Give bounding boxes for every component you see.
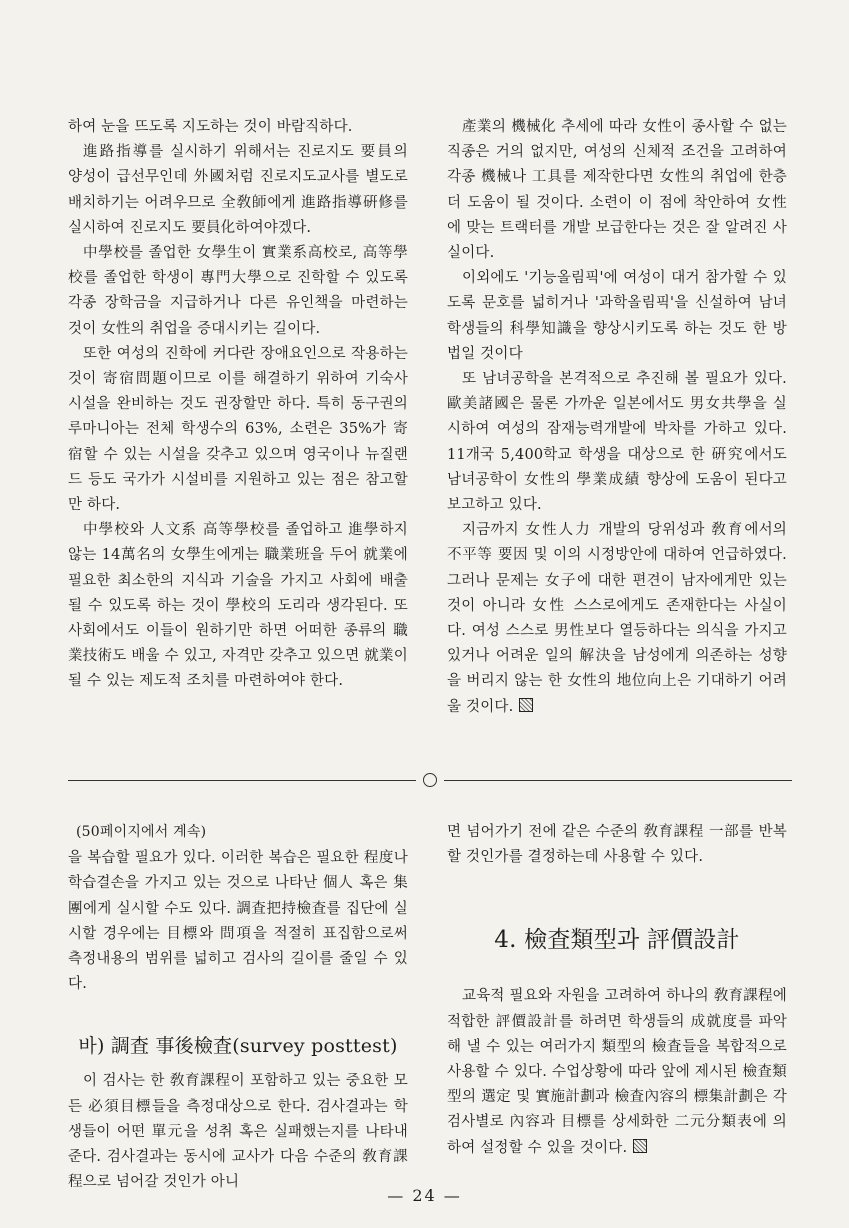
- paragraph: 을 복습할 필요가 있다. 이러한 복습은 필요한 程度나 학습결손을 가지고 있는 것으로 나타난 個人 혹은 集團에게 실시할 수도 있다. 調査把持檢査를 집단에 실시할 경우에는 目標와 問項을 적절히 표집함으로써 측정내용의 범위를 넓히고 검사의 길이를 줄일 수 있다.: [68, 850, 408, 993]
- paragraph-with-end-mark: [447, 518, 787, 720]
- paragraph: 하여 눈을 뜨도록 지도하는 것이 바람직하다.: [68, 119, 353, 135]
- subsection-heading: 바) 調査 事後檢査(survey posttest): [78, 1035, 398, 1058]
- paragraph-text: 교육적 필요와 자원을 고려하여 하나의 敎育課程에 적합한 評價設計를 하려면 학생들의 成就度를 파악해 낼 수 있는 여러가지 類型의 檢査들을 복합적으로 사용할 수 있다. 수업상황에 따라 앞에 제시된 檢査類型의 選定 및 實施計劃과 檢査內容의 標集計劃은 각 검사별로 內容과 目標를 상세화한 二元分類表에 의하여 설정할 수 있을 것이다.: [447, 988, 787, 1156]
- bottom-left-column: [68, 820, 408, 1195]
- continued-note: (50페이지에서 계속): [76, 824, 207, 840]
- paragraph-text: 지금까지 女性人力 개발의 당위성과 敎育에서의 不平等 要因 및 이의 시정방안에 대하여 언급하였다. 그러나 문제는 女子에 대한 편견이 남자에게만 있는 것이 아니라 女性 스스로에게도 존재한다는 사실이다. 여성 스스로 男性보다 열등하다는 의식을 가지고 있거나 어려운 일의 解決을 남성에게 의존하는 성향을 버리지 않는 한 女性의 地位向上은 기대하기 어려울 것이다.: [447, 522, 787, 715]
- section-divider-left: [68, 780, 416, 781]
- bottom-right-column: [447, 820, 787, 1161]
- top-right-column: [447, 115, 787, 720]
- paragraph-with-end-mark: [447, 984, 787, 1160]
- paragraph: 또한 여성의 진학에 커다란 장애요인으로 작용하는 것이 寄宿問題이므로 이를 해결하기 위하여 기숙사 시설을 완비하는 것도 권장할만 하다. 특히 동구권의 루마니아는 전체 학생수의 63%, 소련은 35%가 寄宿할 수 있는 시설을 갖추고 있으며 영국이나 뉴질랜드 등도 국가가 시설비를 지원하고 있는 점은 참고할만 하다.: [68, 345, 408, 514]
- divider-circle-icon: [423, 773, 437, 787]
- end-of-article-mark: [633, 1139, 647, 1153]
- paragraph: 進路指導를 실시하기 위해서는 진로지도 要員의 양성이 급선무인데 外國처럼 진로지도교사를 별도로 배치하기는 어려우므로 全敎師에게 進路指導硏修를 실시하여 진로지도 要員化하여야겠다.: [68, 144, 408, 236]
- paragraph: 產業의 機械化 추세에 따라 女性이 종사할 수 없는 직종은 거의 없지만, 여성의 신체적 조건을 고려하여 각종 機械나 工具를 제작한다면 女性의 취업에 한층 더 도움이 될 것이다. 소련이 이 점에 착안하여 女性에 맞는 트랙터를 개발 보급한다는 것은 잘 알려진 사실이다.: [447, 119, 787, 262]
- paragraph: 中學校를 졸업한 女學生이 實業系高校로, 高等學校를 졸업한 학생이 專門大學으로 진학할 수 있도록 각종 장학금을 지급하거나 다른 유인책을 마련하는 것이 女性의 취업을 증대시키는 길이다.: [68, 245, 408, 337]
- top-left-column: [68, 115, 408, 695]
- section-divider-right: [444, 780, 792, 781]
- paragraph: 이외에도 '기능올림픽'에 여성이 대거 참가할 수 있도록 문호를 넓히거나 '과학올림픽'을 신설하여 남녀 학생들의 科學知識을 향상시키도록 하는 것도 한 방법일 것이다: [447, 270, 787, 362]
- end-of-article-mark: [519, 698, 533, 712]
- paragraph: 中學校와 人文系 高等學校를 졸업하고 進學하지 않는 14萬名의 女學生에게는 職業班을 두어 就業에 필요한 최소한의 지식과 기술을 가지고 사회에 배출될 수 있도록 하는 것이 學校의 도리라 생각된다. 또 사회에서도 이들이 원하기만 하면 어떠한 종류의 職業技術도 배울 수 있고, 자격만 갖추고 있으면 就業이 될 수 있는 제도적 조치를 마련하여야 한다.: [68, 522, 408, 690]
- paragraph: 이 검사는 한 敎育課程이 포함하고 있는 중요한 모든 必須目標들을 측정대상으로 한다. 검사결과는 학생들이 어떤 單元을 성취 혹은 실패했는지를 나타내준다. 검사결과는 동시에 교사가 다음 수준의 敎育課程으로 넘어갈 것인가 아니: [68, 1073, 408, 1191]
- paragraph: 면 넘어가기 전에 같은 수준의 敎育課程 一部를 반복할 것인가를 결정하는데 사용할 수 있다.: [447, 824, 787, 866]
- paragraph: 또 남녀공학을 본격적으로 추진해 볼 필요가 있다. 歐美諸國은 물론 가까운 일본에서도 男女共學을 실시하여 여성의 잠재능력개발에 박차를 가하고 있다. 11개국 5,400학교 학생을 대상으로 한 硏究에서도 남녀공학이 女性의 學業成績 향상에 도움이 된다고 보고하고 있다.: [447, 371, 787, 514]
- page-number: — 24 —: [387, 1186, 462, 1205]
- section-heading: 4. 檢査類型과 評價設計: [494, 927, 740, 954]
